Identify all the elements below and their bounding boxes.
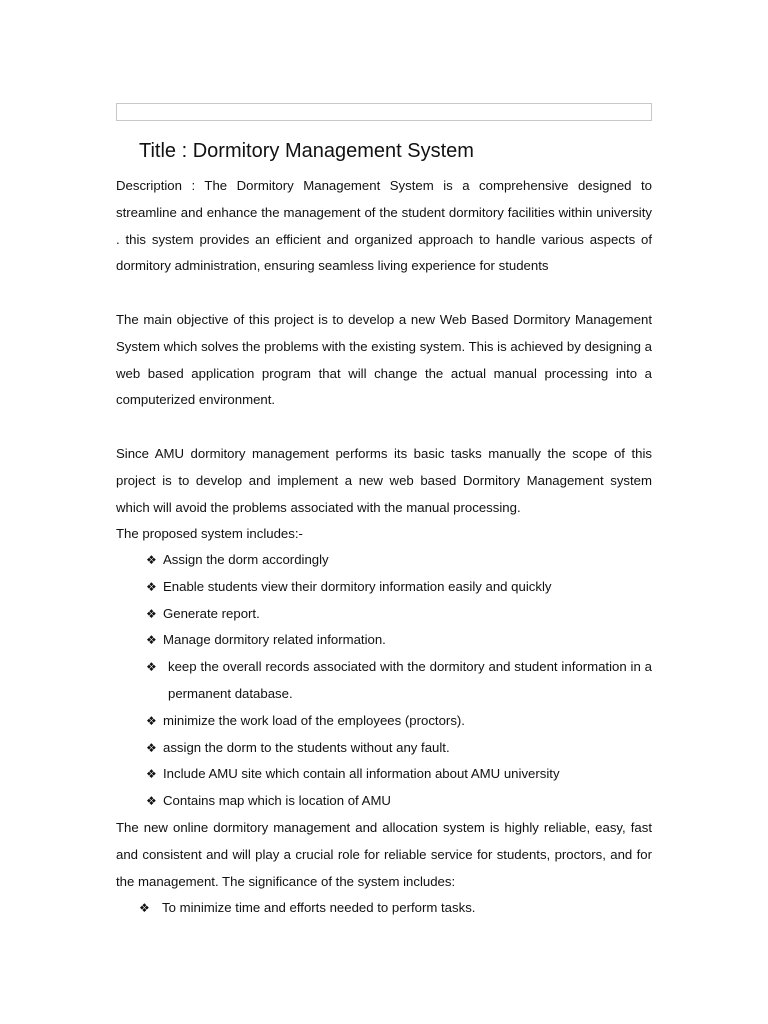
diamond-bullet-icon: ❖ bbox=[146, 579, 157, 594]
list-item-text: assign the dorm to the students without any fault. bbox=[163, 739, 450, 755]
diamond-bullet-icon: ❖ bbox=[146, 767, 157, 782]
diamond-bullet-icon: ❖ bbox=[146, 713, 157, 728]
list-item-text: minimize the work load of the employees (proctors). bbox=[163, 712, 465, 728]
list-item-text: Include AMU site which contain all information about AMU university bbox=[163, 766, 560, 782]
list-item bbox=[139, 895, 652, 922]
document-title: Title : Dormitory Management System bbox=[139, 140, 474, 162]
list-item-text: Generate report. bbox=[163, 605, 260, 621]
description-paragraph: Description : The Dormitory Management System is a comprehensive designed to streamline and enhance the management of the student dormitory facilities within university . this system provides an efficient and organized approach to handle various aspects of dormitory administration, ensuring seamless living experience for students bbox=[116, 178, 652, 274]
list-item-text: Manage dormitory related information. bbox=[163, 632, 386, 648]
header-box bbox=[116, 103, 652, 121]
list-item bbox=[146, 574, 652, 601]
list-item bbox=[146, 627, 652, 654]
features-list bbox=[146, 547, 652, 815]
diamond-bullet-icon: ❖ bbox=[146, 606, 157, 621]
diamond-bullet-icon: ❖ bbox=[146, 740, 157, 755]
list-item-text: Contains map which is location of AMU bbox=[163, 793, 391, 809]
diamond-bullet-icon: ❖ bbox=[146, 660, 157, 675]
list-item-text: To minimize time and efforts needed to perform tasks. bbox=[162, 900, 476, 915]
scope-paragraph: Since AMU dormitory management performs its basic tasks manually the scope of this project is to develop and implement a new web based Dormitory Management system which will avoid the problems associated with the manual processing. bbox=[116, 446, 652, 515]
list-item bbox=[146, 788, 652, 815]
includes-intro: The proposed system includes:- bbox=[116, 526, 303, 541]
significance-list bbox=[139, 895, 652, 922]
list-item-text: keep the overall records associated with the dormitory and student information in a permanent database. bbox=[168, 659, 652, 701]
list-item bbox=[146, 601, 652, 628]
significance-intro: The new online dormitory management and allocation system is highly reliable, easy, fast and consistent and will play a crucial role for reliable service for students, proctors, and for the management. The significance of the system includes: bbox=[116, 820, 652, 889]
list-item bbox=[146, 735, 652, 762]
list-item bbox=[146, 547, 652, 574]
objective-paragraph: The main objective of this project is to develop a new Web Based Dormitory Management System which solves the problems with the existing system. This is achieved by designing a web based application program that will change the actual manual processing into a computerized environment. bbox=[116, 312, 652, 408]
diamond-bullet-icon: ❖ bbox=[146, 553, 157, 567]
list-item-text: Assign the dorm accordingly bbox=[163, 552, 329, 567]
diamond-bullet-icon: ❖ bbox=[146, 633, 157, 648]
list-item-text: Enable students view their dormitory information easily and quickly bbox=[163, 578, 552, 594]
diamond-bullet-icon: ❖ bbox=[139, 901, 150, 915]
list-item bbox=[146, 654, 652, 708]
diamond-bullet-icon: ❖ bbox=[146, 794, 157, 809]
list-item bbox=[146, 708, 652, 735]
list-item bbox=[146, 761, 652, 788]
